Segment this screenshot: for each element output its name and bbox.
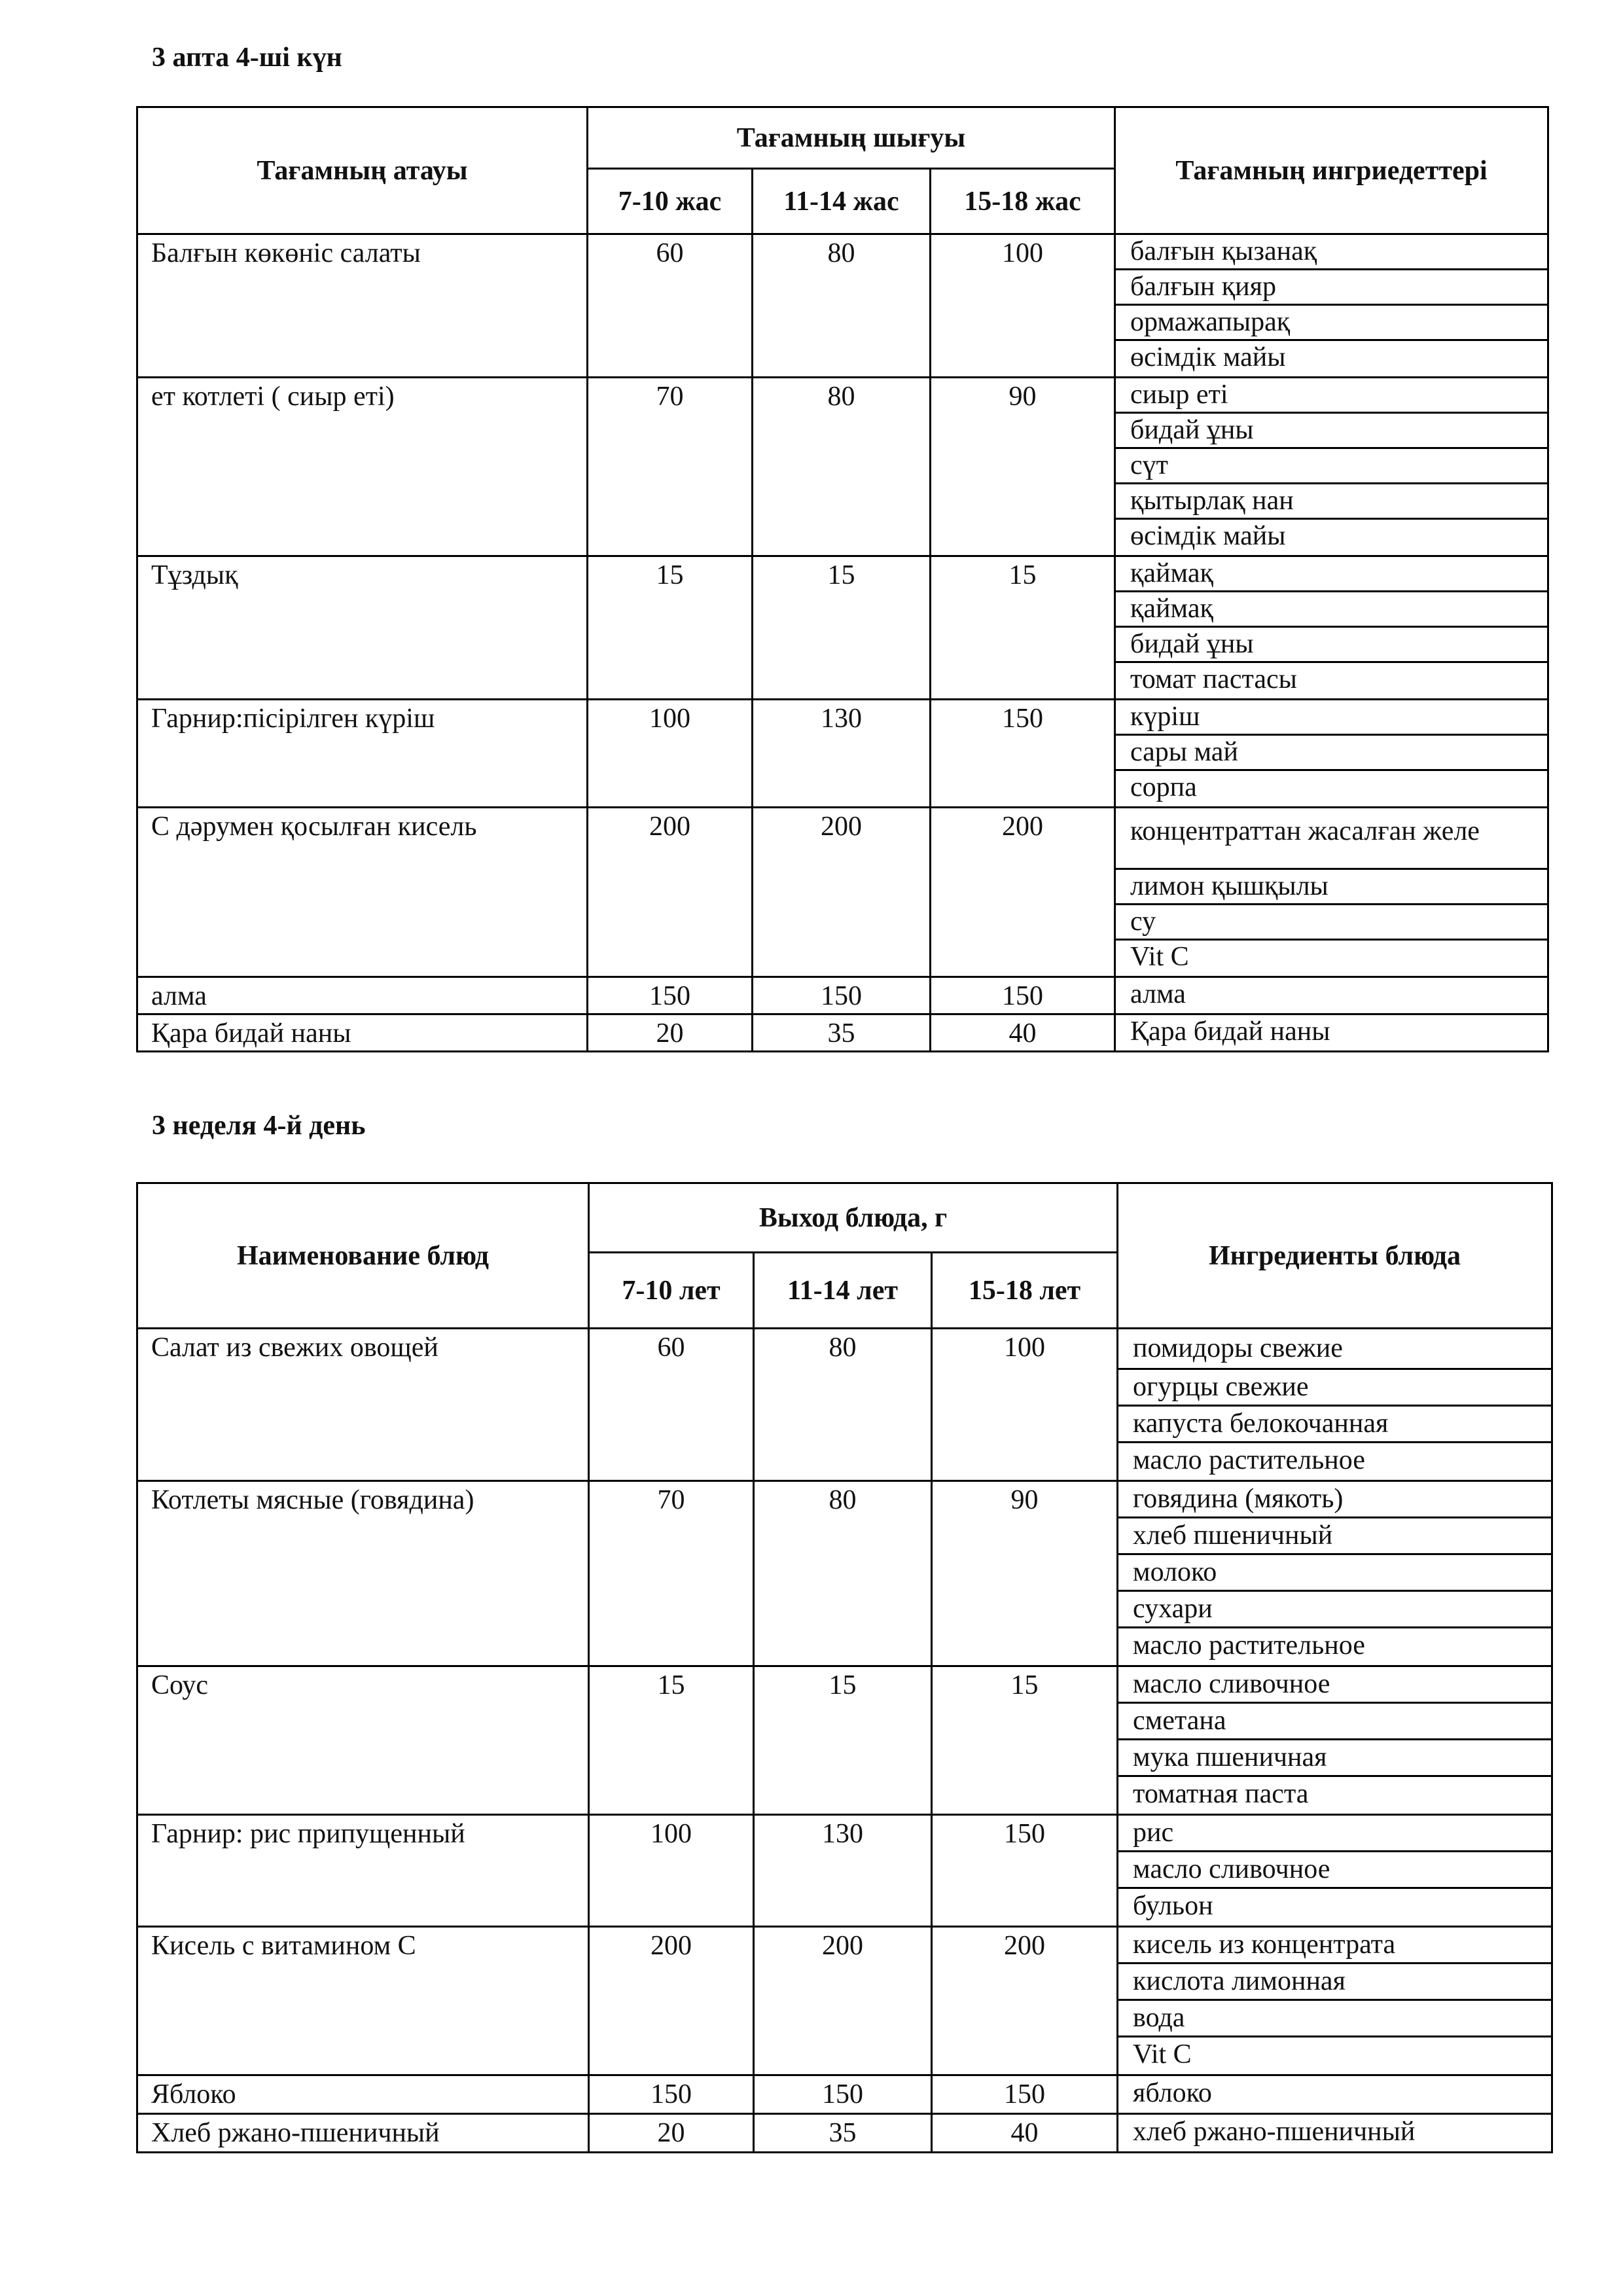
table-row [137, 977, 1548, 1014]
ingredient-list [1118, 1666, 1552, 1815]
portion-value: 20 [589, 2114, 754, 2153]
dish-name: Салат из свежих овощей [137, 1329, 589, 1481]
ingredient-list [1115, 977, 1548, 1014]
portion-value: 40 [932, 2114, 1118, 2153]
ingredient-list [1115, 1014, 1548, 1052]
ingredient-item: кисель из концентрата [1118, 1928, 1551, 1964]
ingredient-item: капуста белокочанная [1118, 1407, 1551, 1443]
ingredient-item: мука пшеничная [1118, 1740, 1551, 1777]
age-group-header: 15-18 лет [932, 1253, 1118, 1329]
portion-value: 60 [589, 1329, 754, 1481]
dish-name: алма [137, 977, 588, 1014]
ingredient-list [1118, 1815, 1552, 1927]
portion-value: 150 [931, 700, 1115, 808]
ingredient-item: бидай ұны [1116, 628, 1547, 663]
menu-table [136, 1182, 1553, 2153]
ingredient-item: сметана [1118, 1704, 1551, 1740]
output-header: Выход блюда, г [589, 1183, 1118, 1253]
ingredient-item: күріш [1116, 700, 1547, 736]
table-row [137, 2114, 1552, 2153]
table-row [137, 700, 1548, 808]
ingredient-item: өсімдік майы [1130, 521, 1286, 551]
portion-value: 35 [753, 1014, 931, 1052]
portion-value: 35 [754, 2114, 932, 2153]
ingredient-item: сары май [1116, 736, 1547, 771]
ingredient-item: томатная паста [1133, 1779, 1309, 1809]
ingredient-item: масло растительное [1133, 1630, 1365, 1660]
table-row [137, 1927, 1552, 2075]
ingredient-item: лимон қышқылы [1116, 870, 1547, 905]
table-row [137, 2075, 1552, 2114]
section-heading: 3 апта 4-ші күн [152, 43, 342, 73]
portion-value: 150 [931, 977, 1115, 1014]
ingredient-item: рис [1118, 1816, 1551, 1852]
ingredient-item: помидоры свежие [1118, 1329, 1551, 1370]
age-group-header: 15-18 жас [931, 169, 1115, 234]
ingredient-list [1115, 556, 1548, 700]
dish-name: С дәрумен қосылған кисель [137, 808, 588, 977]
ingredients-header: Ингредиенты блюда [1118, 1183, 1552, 1329]
ingredient-item: сорпа [1130, 772, 1197, 802]
output-header: Тағамның шығуы [588, 107, 1115, 169]
portion-value: 15 [754, 1666, 932, 1815]
dish-name: Котлеты мясные (говядина) [137, 1481, 589, 1666]
ingredient-list [1118, 2075, 1552, 2114]
portion-value: 15 [753, 556, 931, 700]
ingredient-item: вода [1118, 2001, 1551, 2037]
dish-name: Гарнир:пісірілген күріш [137, 700, 588, 808]
portion-value: 200 [589, 1927, 754, 2075]
ingredient-item: алма [1130, 979, 1186, 1009]
ingredient-item: сүт [1116, 449, 1547, 484]
dish-name: Балғын көкөніс салаты [137, 234, 588, 378]
dish-name-header: Наименование блюд [137, 1183, 589, 1329]
ingredient-item: сиыр еті [1116, 378, 1547, 414]
ingredient-item: концентраттан жасалған желе [1116, 808, 1547, 870]
ingredient-list [1115, 234, 1548, 378]
ingredient-item: кислота лимонная [1118, 1964, 1551, 2001]
portion-value: 80 [753, 234, 931, 378]
portion-value: 15 [932, 1666, 1118, 1815]
dish-name: Соус [137, 1666, 589, 1815]
ingredient-item: огурцы свежие [1118, 1370, 1551, 1407]
ingredient-item: сухари [1118, 1592, 1551, 1628]
ingredient-list [1118, 1481, 1552, 1666]
age-group-header: 11-14 лет [754, 1253, 932, 1329]
ingredient-item: томат пастасы [1130, 664, 1297, 694]
dish-name: Хлеб ржано-пшеничный [137, 2114, 589, 2153]
dish-name: Тұздық [137, 556, 588, 700]
portion-value: 200 [754, 1927, 932, 2075]
ingredient-list [1118, 2114, 1552, 2153]
ingredient-item: балғын қияр [1116, 270, 1547, 306]
ingredient-item: қытырлақ нан [1116, 484, 1547, 520]
ingredient-item: бидай ұны [1116, 414, 1547, 449]
ingredient-item: Қара бидай наны [1130, 1016, 1330, 1047]
age-group-header: 7-10 жас [588, 169, 753, 234]
table-row [137, 808, 1548, 977]
portion-value: 130 [753, 700, 931, 808]
portion-value: 70 [588, 378, 753, 556]
dish-name: Қара бидай наны [137, 1014, 588, 1052]
table-row [137, 1815, 1552, 1927]
ingredient-item: Vit C [1130, 942, 1189, 972]
ingredients-header: Тағамның ингриедеттері [1115, 107, 1548, 234]
ingredient-item: балғын қызанақ [1116, 235, 1547, 270]
portion-value: 150 [589, 2075, 754, 2114]
dish-name: Кисель с витамином С [137, 1927, 589, 2075]
dish-name: Гарнир: рис припущенный [137, 1815, 589, 1927]
ingredient-item: масло сливочное [1118, 1667, 1551, 1704]
ingredient-item: молоко [1118, 1555, 1551, 1592]
ingredient-item: ормажапырақ [1116, 306, 1547, 341]
portion-value: 150 [588, 977, 753, 1014]
ingredient-item: говядина (мякоть) [1118, 1482, 1551, 1518]
portion-value: 150 [932, 2075, 1118, 2114]
ingredient-item: масло растительное [1133, 1445, 1365, 1475]
portion-value: 150 [753, 977, 931, 1014]
ingredient-item: Vit C [1133, 2039, 1192, 2070]
portion-value: 15 [931, 556, 1115, 700]
portion-value: 15 [588, 556, 753, 700]
ingredient-list [1118, 1927, 1552, 2075]
menu-table [136, 106, 1549, 1052]
ingredient-item: қаймақ [1116, 557, 1547, 592]
portion-value: 150 [754, 2075, 932, 2114]
portion-value: 100 [589, 1815, 754, 1927]
table-row [137, 234, 1548, 378]
portion-value: 15 [589, 1666, 754, 1815]
portion-value: 90 [932, 1481, 1118, 1666]
portion-value: 200 [753, 808, 931, 977]
portion-value: 80 [754, 1329, 932, 1481]
portion-value: 40 [931, 1014, 1115, 1052]
age-group-header: 11-14 жас [753, 169, 931, 234]
ingredient-list [1115, 808, 1548, 977]
table-row [137, 1481, 1552, 1666]
portion-value: 200 [932, 1927, 1118, 2075]
portion-value: 70 [589, 1481, 754, 1666]
dish-name-header: Тағамның атауы [137, 107, 588, 234]
table-row [137, 378, 1548, 556]
age-group-header: 7-10 лет [589, 1253, 754, 1329]
table-row [137, 1666, 1552, 1815]
portion-value: 60 [588, 234, 753, 378]
portion-value: 150 [932, 1815, 1118, 1927]
portion-value: 100 [588, 700, 753, 808]
table-row [137, 1329, 1552, 1481]
portion-value: 90 [931, 378, 1115, 556]
portion-value: 80 [754, 1481, 932, 1666]
ingredient-item: өсімдік майы [1130, 342, 1286, 372]
ingredient-item: яблоко [1133, 2078, 1212, 2108]
ingredient-list [1115, 700, 1548, 808]
portion-value: 100 [931, 234, 1115, 378]
ingredient-item: масло сливочное [1118, 1852, 1551, 1889]
dish-name: ет котлеті ( сиыр еті) [137, 378, 588, 556]
ingredient-item: су [1116, 905, 1547, 941]
portion-value: 80 [753, 378, 931, 556]
portion-value: 100 [932, 1329, 1118, 1481]
table-row [137, 1014, 1548, 1052]
ingredient-item: хлеб пшеничный [1118, 1518, 1551, 1555]
portion-value: 200 [931, 808, 1115, 977]
ingredient-item: бульон [1133, 1891, 1213, 1921]
portion-value: 200 [588, 808, 753, 977]
ingredient-list [1118, 1329, 1552, 1481]
ingredient-item: хлеб ржано-пшеничный [1133, 2117, 1416, 2147]
ingredient-item: қаймақ [1116, 592, 1547, 628]
dish-name: Яблоко [137, 2075, 589, 2114]
section-heading: 3 неделя 4-й день [152, 1111, 366, 1141]
portion-value: 20 [588, 1014, 753, 1052]
ingredient-list [1115, 378, 1548, 556]
portion-value: 130 [754, 1815, 932, 1927]
table-row [137, 556, 1548, 700]
